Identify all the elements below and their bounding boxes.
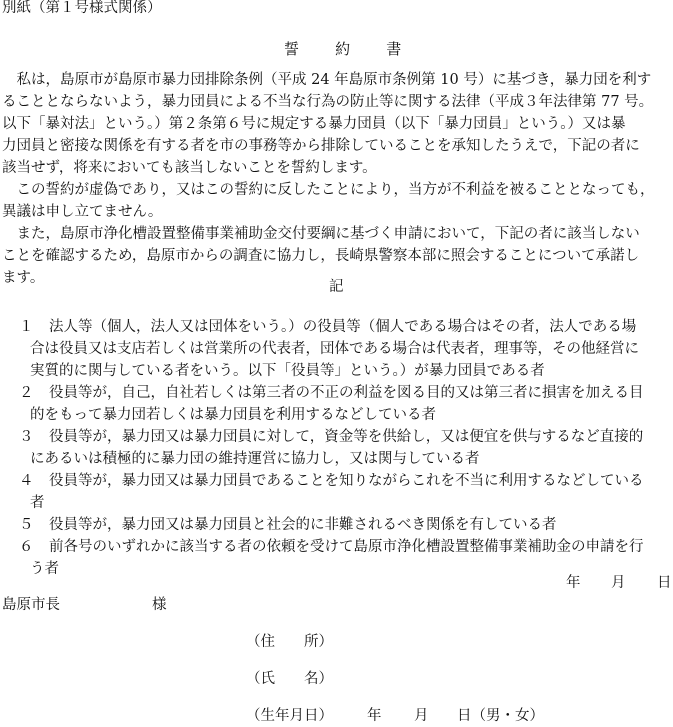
title-char: 書 [386,40,402,58]
text-line: ることとならないよう，暴力団員による不当な行為の防止等に関する法律（平成３年法律第 77 号。 [2,94,654,110]
item-list [19,316,644,580]
item-number: １ [19,319,34,335]
list-item [19,514,644,536]
address-field-label: （住 所） [246,634,333,650]
text-line: にあるいは積極的に暴力団の維持運営に協力し，又は関与している者 [30,451,480,467]
date-day: 日 [657,575,672,591]
title-char: 誓 [284,40,300,58]
item-number: ４ [19,473,34,489]
text-line: この誓約が虚偽であり，又はこの誓約に反したことにより，当方が不利益を被ることとなっても， [2,182,655,198]
text-line: ます。 [2,270,45,286]
item-number: ３ [19,429,34,445]
name-field-label: （氏 名） [246,671,333,687]
text-line: 異議は申し立てません。 [2,204,163,220]
text-line: ことを確認するため，島原市からの調査に協力し，長崎県警察本部に照会することについて承諾し [2,248,640,264]
text-line: 役員等が，暴力団又は暴力団員と社会的に非難されるべき関係を有している者 [49,517,557,533]
list-item [19,536,644,580]
text-line: 合は役員又は支店若しくは営業所の代表者，団体である場合は代表者，理事等，その他経営に [30,341,639,357]
addressee-name: 島原市長 [2,597,60,613]
text-line: また，島原市浄化槽設置整備事業補助金交付要綱に基づく申請において，下記の者に該当しない [2,226,640,242]
text-line: 者 [30,495,45,511]
dob-month: 月 [414,708,429,724]
list-item [19,316,644,382]
annex-label: 別紙（第１号様式関係） [2,0,162,16]
date-month: 月 [611,575,626,591]
text-line: 力団員と密接な関係を有する者を市の事務等から排除していることを承知したうえで，下記の者に [2,138,640,154]
text-line: 実質的に関与している者をいう。以下「役員等」という。）が暴力団員である者 [30,363,545,379]
paragraph-1 [2,69,655,289]
list-item [19,426,644,470]
item-number: ６ [19,539,34,555]
addressee-honorific: 様 [152,597,167,613]
text-line: 役員等が，暴力団又は暴力団員に対して，資金等を供給し，又は便宜を供与するなど直接的 [49,429,644,445]
dob-year: 年 [367,708,382,724]
text-line: 以下「暴対法」という。）第２条第６号に規定する暴力団員（以下「暴力団員」という。）又は暴 [2,116,626,132]
text-line: 私は，島原市が島原市暴力団排除条例（平成 24 年島原市条例第 10 号）に基づき，暴力団を利す [2,72,652,88]
text-line: 的をもって暴力団若しくは暴力団員を利用するなどしている者 [30,407,436,423]
list-item [19,470,644,514]
text-line: 役員等が，自己，自社若しくは第三者の不正の利益を図る目的又は第三者に損害を加える目 [49,385,644,401]
item-number: ５ [19,517,34,533]
page-title [284,38,401,59]
item-number: ２ [19,385,34,401]
dob-field-label: （生年月日） [246,708,333,724]
text-line: う者 [30,561,59,577]
date-year: 年 [566,575,581,591]
list-item [19,382,644,426]
dob-day-gender: 日（男・女） [457,708,544,724]
text-line: 法人等（個人，法人又は団体をいう。）の役員等（個人である場合はその者，法人である場 [49,319,637,335]
text-line: 役員等が，暴力団又は暴力団員であることを知りながらこれを不当に利用するなどしている [49,473,644,489]
title-char: 約 [335,40,351,58]
text-line: 前各号のいずれかに該当する者の依頼を受けて島原市浄化槽設置整備事業補助金の申請を行 [49,539,644,555]
ki-label: 記 [329,279,344,295]
text-line: 該当せず，将来においても該当しないことを誓約します。 [2,160,377,176]
